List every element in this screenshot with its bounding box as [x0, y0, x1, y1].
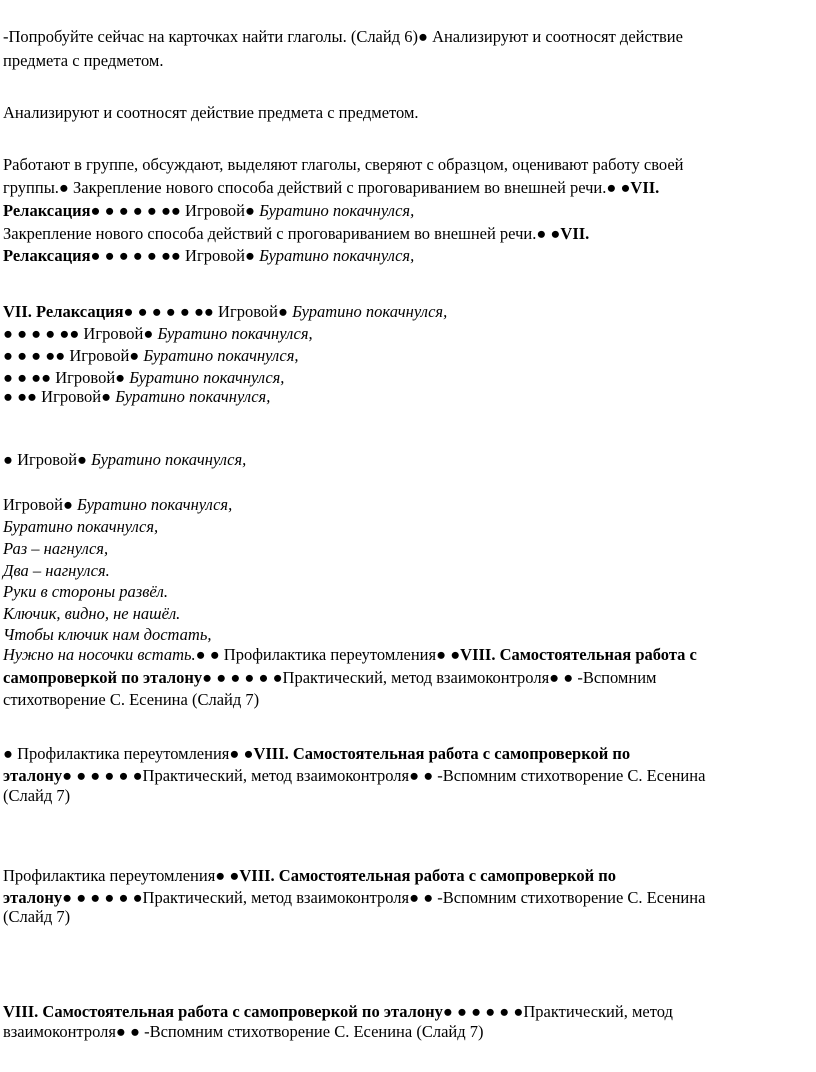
- text-run: ● ● Профилактика переутомления● ●: [195, 645, 461, 664]
- paragraph-line: [3, 368, 284, 388]
- paragraph-line: [3, 888, 705, 908]
- paragraph-line: [3, 866, 616, 886]
- italic-run: Ключик, видно, не нашёл.: [3, 604, 181, 623]
- italic-run: Буратино покачнулся,: [259, 246, 415, 265]
- poem-line: [3, 582, 168, 602]
- text-run: (Слайд 7): [3, 786, 71, 805]
- text-run: ● ● ● ● ● ●● Игровой●: [90, 201, 255, 220]
- paragraph-line: [3, 1002, 673, 1022]
- text-run: группы.● Закрепление нового способа действий с проговариванием во внешней речи.● ●: [3, 178, 631, 197]
- poem-line: [3, 625, 211, 645]
- text-run: -Попробуйте сейчас на карточках найти глаголы. (Слайд 6)● Анализируют и соотносят действие: [3, 27, 683, 46]
- paragraph-line: [3, 346, 299, 366]
- text-run: ● Профилактика переутомления● ●: [3, 744, 254, 763]
- bold-run: Релаксация: [3, 246, 91, 265]
- paragraph-line: [3, 155, 684, 175]
- italic-run: Буратино покачнулся,: [259, 201, 415, 220]
- italic-run: Буратино покачнулся,: [129, 368, 285, 387]
- paragraph-line: [3, 201, 414, 221]
- text-run: Анализируют и соотносят действие предмета с предметом.: [3, 103, 419, 122]
- paragraph-line: [3, 786, 70, 806]
- bold-run: VIII. Самостоятельная работа с самопроверкой по: [239, 866, 617, 885]
- bold-run: эталону: [3, 888, 63, 907]
- bold-run: эталону: [3, 766, 63, 785]
- bold-run: VIII. Самостоятельная работа с: [460, 645, 697, 664]
- paragraph-line: [3, 907, 70, 927]
- poem-line: [3, 539, 108, 559]
- text-run: стихотворение С. Есенина (Слайд 7): [3, 690, 260, 709]
- bold-run: VII.: [560, 224, 590, 243]
- paragraph-line: [3, 1022, 483, 1042]
- text-run: ● ●● Игровой●: [3, 387, 112, 406]
- italic-run: Нужно на носочки встать.: [3, 645, 196, 664]
- bold-run: VIII. Самостоятельная работа с самопроверкой по эталону: [3, 1002, 443, 1021]
- bold-run: самопроверкой по эталону: [3, 668, 203, 687]
- paragraph-line: [3, 668, 656, 688]
- italic-run: Буратино покачнулся,: [157, 324, 313, 343]
- poem-line: [3, 604, 180, 624]
- paragraph-line: [3, 246, 414, 266]
- paragraph-line: [3, 324, 313, 344]
- italic-run: Буратино покачнулся,: [3, 517, 159, 536]
- text-run: ● Игровой●: [3, 450, 87, 469]
- bold-run: Релаксация: [3, 201, 91, 220]
- text-run: взаимоконтроля● ● -Вспомним стихотворение С. Есенина (Слайд 7): [3, 1022, 484, 1041]
- paragraph-line: [3, 744, 630, 764]
- text-run: ● ● ● ● ● ●Практический, метод взаимоконтроля● ● -Вспомним: [202, 668, 657, 687]
- text-run: Профилактика переутомления● ●: [3, 866, 240, 885]
- text-run: ● ● ●● Игровой●: [3, 368, 126, 387]
- italic-run: Буратино покачнулся,: [77, 495, 233, 514]
- paragraph-line: [3, 387, 270, 407]
- text-run: (Слайд 7): [3, 907, 71, 926]
- paragraph-line: [3, 51, 164, 71]
- paragraph-line: [3, 450, 246, 470]
- text-run: ● ● ● ● ● ●Практический, метод взаимоконтроля● ● -Вспомним стихотворение С. Есенина: [62, 766, 706, 785]
- text-run: ● ● ● ● ● ●● Игровой●: [90, 246, 255, 265]
- paragraph-line: [3, 103, 419, 123]
- bold-run: VII.: [630, 178, 660, 197]
- poem-line: [3, 561, 110, 581]
- paragraph-line: [3, 690, 259, 710]
- text-run: ● ● ● ● ●● Игровой●: [3, 324, 154, 343]
- italic-run: Руки в стороны развёл.: [3, 582, 168, 601]
- text-run: Закрепление нового способа действий с проговариванием во внешней речи.● ●: [3, 224, 561, 243]
- text-run: Игровой●: [3, 495, 73, 514]
- italic-run: Буратино покачнулся,: [91, 450, 247, 469]
- bold-run: VII. Релаксация: [3, 302, 124, 321]
- text-run: ● ● ● ●● Игровой●: [3, 346, 140, 365]
- text-run: ● ● ● ● ● ●Практический, метод: [442, 1002, 673, 1021]
- italic-run: Буратино покачнулся,: [292, 302, 448, 321]
- italic-run: Раз – нагнулся,: [3, 539, 109, 558]
- poem-line: [3, 517, 158, 537]
- bold-run: VIII. Самостоятельная работа с самопроверкой по: [253, 744, 631, 763]
- paragraph-line: [3, 27, 683, 47]
- paragraph-line: [3, 224, 589, 244]
- text-run: Работают в группе, обсуждают, выделяют глаголы, сверяют с образцом, оценивают работу своей: [3, 155, 684, 174]
- text-run: ● ● ● ● ● ●Практический, метод взаимоконтроля● ● -Вспомним стихотворение С. Есенина: [62, 888, 706, 907]
- italic-run: Два – нагнулся.: [3, 561, 110, 580]
- paragraph-line: [3, 495, 232, 515]
- paragraph-line: [3, 766, 705, 786]
- italic-run: Буратино покачнулся,: [115, 387, 271, 406]
- paragraph-line: [3, 178, 659, 198]
- paragraph-line: [3, 645, 697, 665]
- paragraph-line: [3, 302, 447, 322]
- text-run: ● ● ● ● ● ●● Игровой●: [123, 302, 288, 321]
- italic-run: Буратино покачнулся,: [143, 346, 299, 365]
- italic-run: Чтобы ключик нам достать,: [3, 625, 212, 644]
- text-run: предмета с предметом.: [3, 51, 164, 70]
